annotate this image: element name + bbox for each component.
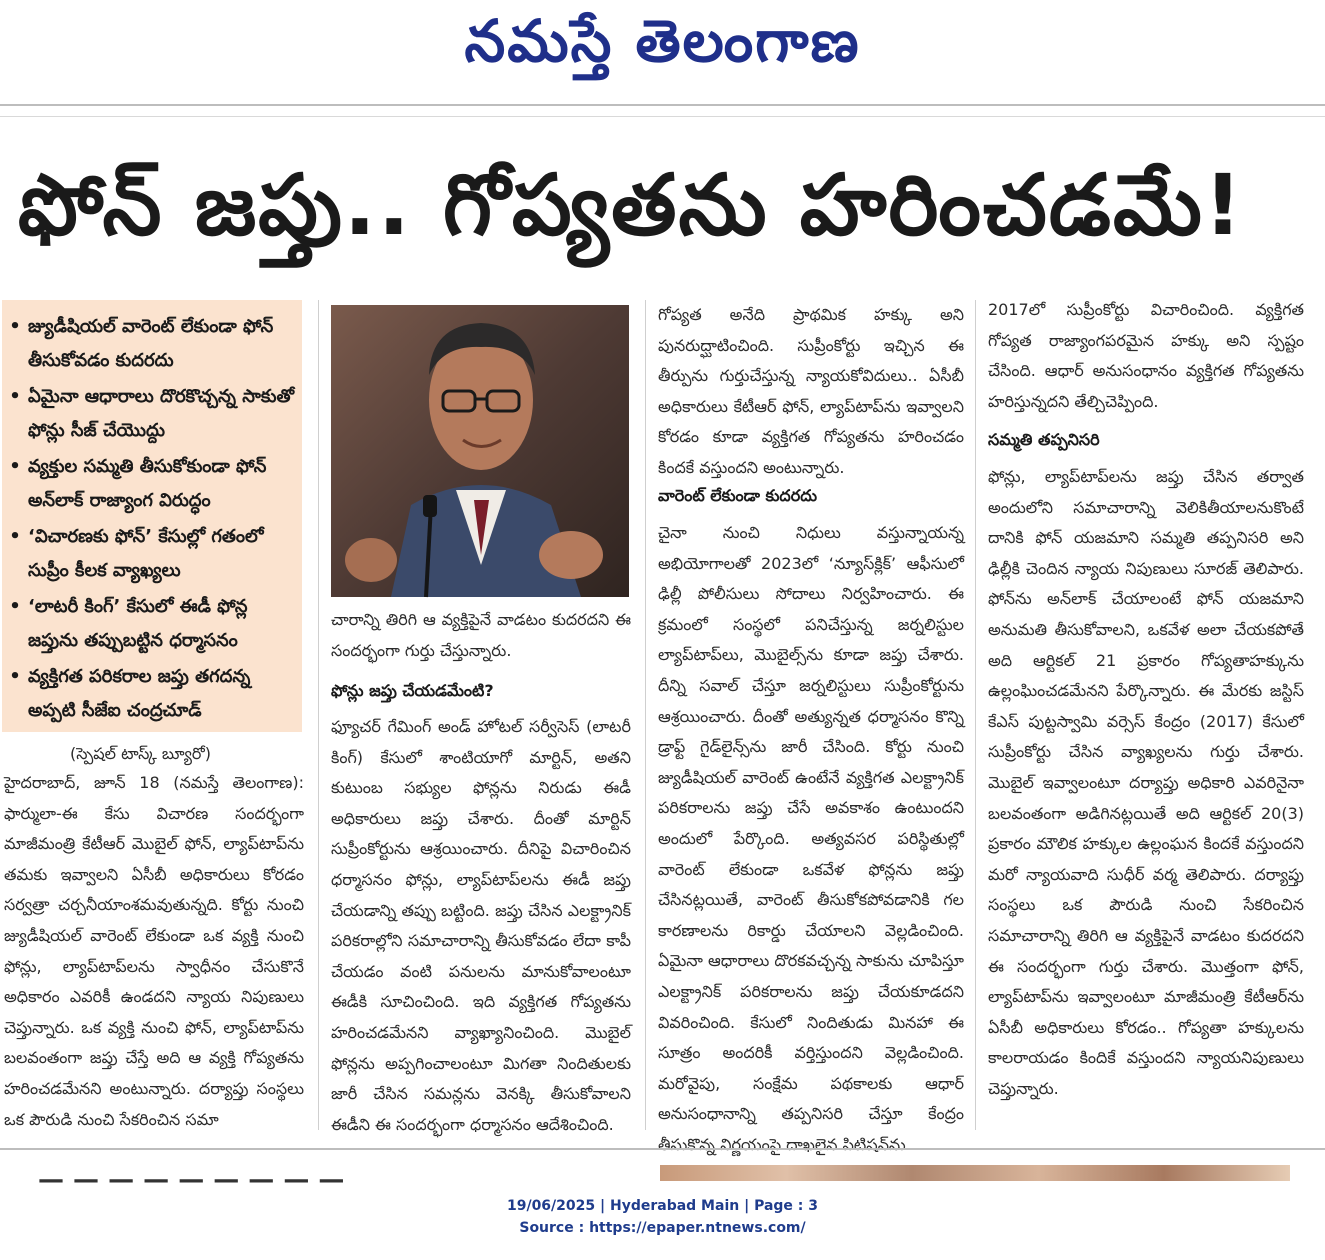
article-column-3b [658,518,964,1154]
next-article-photo-strip [660,1165,1290,1181]
photo-caption: చారాన్ని తిరిగి ఆ వ్యక్తిపైనే వాడటం కుదరదని ఈ సందర్భంగా గుర్తు చేస్తున్నారు. [331,610,631,660]
masthead-divider-thin [0,116,1325,117]
article-column-2 [331,712,631,1137]
bullet-dot-icon: • [9,456,21,477]
column-divider [975,300,976,1130]
newspaper-logo: నమస్తే తెలంగాణ [464,7,861,75]
bullet-dot-icon: • [9,316,21,337]
article-paragraph: హైదరాబాద్, జూన్ 18 (నమస్తే తెలంగాణ): ఫార్ములా-ఈ కేసు విచారణ సందర్భంగా మాజీమంత్రి కేటీఆర్ మొబైల్ ఫోన్, ల్యాప్‌టాప్‌ను తమకు ఇవ్వాలని ఏసీబీ అధికారులు కోరడం సర్వత్రా చర్చనీయాంశమవుతున్నది. కోర్టు నుంచి జ్యుడీషియల్ వారెంట్ లేకుండా ఒక వ్యక్తి నుంచి ఫోన్లు, ల్యాప్‌టాప్‌లను స్వాధీనం చేసుకొనే అధికారం ఎవరికీ ఉండదని న్యాయ నిపుణులు చెప్తున్నారు. ఒక వ్యక్తి నుంచి ఫోన్, ల్యాప్‌టాప్‌ను బలవంతంగా జప్తు చేస్తే అది ఆ వ్యక్తి గోప్యతను హరించడమేనని అంటున్నారు. దర్యాప్తు సంస్థలు ఒక పౌరుడి నుంచి సేకరించిన సమా [4,773,304,1129]
column-divider [318,300,319,1130]
column-divider [645,300,646,1130]
article-photo [331,305,629,597]
article-paragraph: ఫోన్లు, ల్యాప్‌టాప్‌లను జప్తు చేసిన తర్వాత అందులోని సమాచారాన్ని వెలికితీయాలనుకొంటే దానికి ఫోన్ యజమాని సమ్మతి తప్పనిసరి అని ఢిల్లీకి చెందిన న్యాయ నిపుణులు సూరజ్ తెలిపారు. ఫోన్‌ను అన్‌లాక్ చేయాలంటే ఫోన్ యజమాని అనుమతి తీసుకోవాలని, ఒకవేళ అలా చేయకపోతే అది ఆర్టికల్ 21 ప్రకారం గోప్యతాహక్కును ఉల్లంఘించడమేనని పేర్కొన్నారు. ఈ మేరకు జస్టిస్ కేఎస్ పుట్టస్వామి వర్సెస్ కేంద్రం (2017) కేసులో సుప్రీంకోర్టు చేసిన వ్యాఖ్యలను గుర్తు చేశారు. మొబైల్ ఇవ్వాలంటూ దర్యాప్తు అధికారి ఎవరినైనా బలవంతంగా అడిగినట్లయితే అది ఆర్టికల్ 20(3) ప్రకారం మౌలిక హక్కుల ఉల్లంఘన కిందకే వస్తుందని మరో న్యాయవాది సుధీర్ వర్మ తెలిపారు. దర్యాప్తు సంస్థలు ఒక పౌరుడి నుంచి సేకరించిన సమాచారాన్ని తిరిగి ఆ వ్యక్తిపైనే వాడటం కుదరదని ఈ సందర్భంగా గుర్తు చేశారు. మొత్తంగా ఫోన్, ల్యాప్‌టాప్‌ను ఇవ్వాలంటూ మాజీమంత్రి కేటీఆర్‌ను ఏసీబీ అధికారులు కోరడం.. గోప్యతా హక్కులను కాలరాయడం కిందికే వస్తుందని న్యాయనిపుణులు చెప్తున్నారు. [988,467,1304,1098]
masthead-divider [0,104,1325,106]
section-subhead: ఫోన్లు జప్తు చేయడమేంటి? [331,681,494,700]
article-paragraph: గోప్యత అనేది ప్రాథమిక హక్కు అని పునరుద్ఘాటించింది. సుప్రీంకోర్టు ఇచ్చిన ఈ తీర్పును గుర్తుచేస్తున్న న్యాయకోవిదులు.. ఏసీబీ అధికారులు కేటీఆర్ ఫోన్, ల్యాప్‌టాప్‌ను ఇవ్వాలని కోరడం కూడా వ్యక్తిగత గోప్యతను హరించడం కిందకే వస్తుందని అంటున్నారు. [658,305,964,477]
bullet-dot-icon: • [9,386,21,407]
footer-edition-info: 19/06/2025 | Hyderabad Main | Page : 3 [506,1198,819,1214]
footer-source-link[interactable]: Source : https://epaper.ntnews.com/ [519,1220,806,1236]
article-column-1 [4,768,304,1138]
bullet-dot-icon: • [9,526,21,547]
bullet-dot-icon: • [9,596,21,617]
bullet-dot-icon: • [9,666,21,687]
article-column-4b [988,462,1304,1102]
highlights-box: • జ్యుడీషియల్ వారెంట్ లేకుండా ఫోన్ తీసుకోవడం కుదరదు • ఏమైనా ఆధారాలు దొరకొచ్చన్న సాకుతో ఫోన్లు సీజ్ చేయొద్దు • వ్యక్తుల సమ్మతి తీసుకోకుండా ఫోన్ అన్‌లాక్ రాజ్యాంగ విరుద్ధం • ‘విచారణకు ఫోన్’ కేసుల్లో గతంలో సుప్రీం కీలక వ్యాఖ్యలు • ‘లాటరీ కింగ్’ కేసులో ఈడీ ఫోన్ల జప్తును తప్పుబట్టిన ధర్మాసనం • వ్యక్తిగత పరికరాల జప్తు తగదన్న అప్పటి సీజేఐ చంద్రచూడ్ [2,300,302,732]
section-subhead: వారెంట్ లేకుండా కుదరదు [658,486,818,505]
byline: (స్పెషల్ టాస్క్ బ్యూరో) [70,744,212,763]
main-headline: ఫోన్ జప్తు.. గోప్యతను హరించడమే! [18,156,1245,254]
section-subhead: సమ్మతి తప్పనిసరి [988,430,1100,449]
bottom-divider [0,1148,1325,1150]
article-column-3a [658,300,964,477]
next-article-teaser: — — — — — — — — — [38,1165,345,1195]
article-paragraph: ఫ్యూచర్ గేమింగ్ అండ్ హోటల్ సర్వీసెస్ (లాటరీ కింగ్) కేసులో శాంటియాగో మార్టిన్, అతని కుటుంబ సభ్యుల ఫోన్లను నిరుడు ఈడీ అధికారులు జప్తు చేశారు. దీంతో మార్టిన్ సుప్రీంకోర్టును ఆశ్రయించారు. దీనిపై విచారించిన ధర్మాసనం ఫోన్లు, ల్యాప్‌టాప్‌లను ఈడీ జప్తు చేయడాన్ని తప్పు బట్టింది. జప్తు చేసిన ఎలక్ట్రానిక్ పరికరాల్లోని సమాచారాన్ని తీసుకోవడం లేదా కాపీ చేయడం వంటి పనులను మానుకోవాలంటూ ఈడీకి సూచించింది. ఇది వ్యక్తిగత గోప్యతను హరించడమేనని వ్యాఖ్యానించింది. మొబైల్ ఫోన్లను అప్పగించాలంటూ మిగతా నిందితులకు జారీ చేసిన సమన్లను వెనక్కి తీసుకోవాలని ఈడీని ఈ సందర్భంగా ధర్మాసనం ఆదేశించింది. [331,717,631,1134]
article-column-4a [988,295,1304,417]
masthead [0,0,1325,100]
article-paragraph: 2017లో సుప్రీంకోర్టు విచారించింది. వ్యక్తిగత గోప్యత రాజ్యాంగపరమైన హక్కు అని స్పష్టం చేసింది. ఆధార్ అనుసంధానం వ్యక్తిగత గోప్యతను హరిస్తున్నదని తేల్చిచెప్పింది. [988,300,1304,411]
article-paragraph: చైనా నుంచి నిధులు వస్తున్నాయన్న అభియోగాలతో 2023లో ‘న్యూస్‌క్లిక్’ ఆఫీసులో ఢిల్లీ పోలీసులు సోదాలు నిర్వహించారు. ఈ క్రమంలో సంస్థలో పనిచేస్తున్న జర్నలిస్టుల ల్యాప్‌టాప్‌లు, మొబైల్స్‌ను కూడా జప్తు చేశారు. దీన్ని సవాల్ చేస్తూ జర్నలిస్టులు సుప్రీంకోర్టును ఆశ్రయించారు. దీంతో అత్యున్నత ధర్మాసనం కొన్ని డ్రాఫ్ట్ గైడ్‌లైన్స్‌ను జారీ చేసింది. కోర్టు నుంచి జ్యుడీషియల్ వారెంట్ ఉంటేనే వ్యక్తిగత ఎలక్ట్రానిక్ పరికరాలను జప్తు చేసే అవకాశం ఉంటుందని అందులో పేర్కొంది. అత్యవసర పరిస్థితుల్లో వారెంట్ లేకుండా ఒకవేళ ఫోన్లను జప్తు చేసినట్లయితే, వారెంట్ తీసుకోకపోవడానికి గల కారణాలను రికార్డు చేయాలని వెల్లడించింది. ఏమైనా ఆధారాలు దొరకవచ్చన్న సాకును చూపిస్తూ ఎలక్ట్రానిక్ పరికరాలను జప్తు చేయకూడదని వివరించింది. కేసులో నిందితుడు మినహా ఈ సూత్రం అందరికీ వర్తిస్తుందని వెల్లడించింది. మరోవైపు, సంక్షేమ పథకాలకు ఆధార్ అనుసంధానాన్ని తప్పనిసరి చేస్తూ కేంద్రం తీసుకొన్న నిర్ణయంపై దాఖలైన పిటిషన్‌ను [658,523,964,1154]
person-speaking-photo [331,305,629,597]
